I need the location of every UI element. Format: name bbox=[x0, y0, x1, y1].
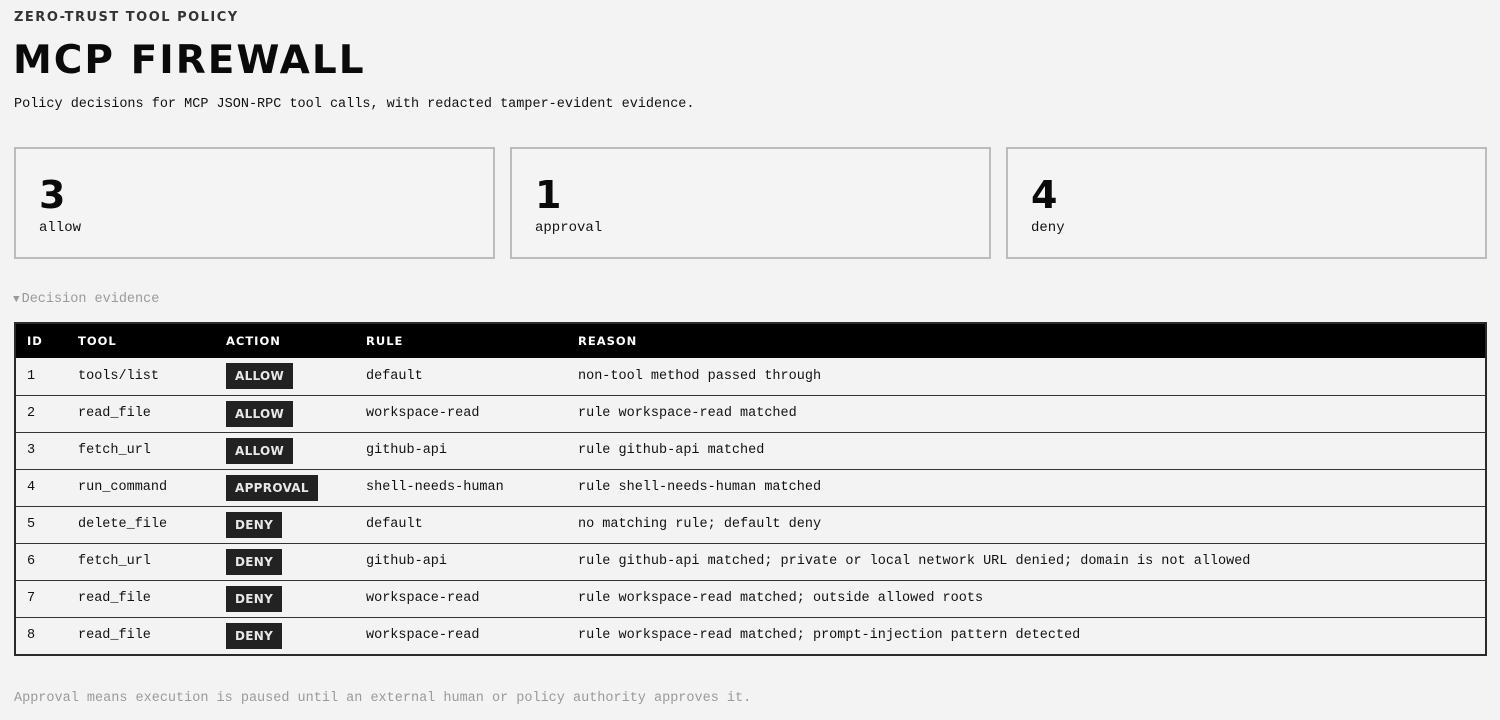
cell-rule: workspace-read bbox=[366, 628, 480, 644]
approval-footnote: Approval means execution is paused until an external human or policy authority approves it. bbox=[14, 691, 752, 706]
cell-action bbox=[215, 395, 355, 432]
cell-id: 3 bbox=[27, 443, 36, 458]
cell-id: 8 bbox=[27, 628, 36, 644]
cell-reason: rule workspace-read matched; prompt-injection pattern detected bbox=[578, 628, 1081, 644]
cell-action bbox=[215, 580, 355, 617]
cell-tool: read_file bbox=[78, 591, 151, 606]
decision-evidence-label: Decision evidence bbox=[21, 292, 160, 307]
stat-card-approval bbox=[510, 147, 991, 259]
table-row bbox=[16, 617, 1485, 654]
cell-id: 2 bbox=[27, 406, 36, 421]
cell-reason: rule workspace-read matched; outside allowed roots bbox=[578, 591, 984, 606]
cell-reason: rule github-api matched; private or local network URL denied; domain is not allowed bbox=[578, 554, 1251, 569]
stat-value: 3 bbox=[39, 173, 66, 217]
page-title: MCP FIREWALL bbox=[13, 38, 366, 83]
stats-panel bbox=[14, 147, 1487, 259]
cell-tool: fetch_url bbox=[78, 554, 151, 569]
cell-reason: non-tool method passed through bbox=[578, 368, 822, 384]
cell-reason: no matching rule; default deny bbox=[578, 517, 822, 532]
cell-reason: rule github-api matched bbox=[578, 443, 765, 458]
cell-tool: read_file bbox=[78, 628, 151, 644]
table-row bbox=[16, 580, 1485, 617]
stat-label: approval bbox=[535, 220, 603, 236]
table-row bbox=[16, 469, 1485, 506]
cell-tool: delete_file bbox=[78, 517, 168, 532]
stat-value: 4 bbox=[1031, 173, 1058, 217]
cell-id: 4 bbox=[27, 480, 36, 495]
column-header-tool: TOOL bbox=[78, 334, 117, 348]
stat-label: allow bbox=[39, 220, 82, 236]
table-row bbox=[16, 395, 1485, 432]
cell-rule: workspace-read bbox=[366, 406, 480, 421]
page-eyebrow: ZERO-TRUST TOOL POLICY bbox=[14, 10, 239, 25]
action-badge: DENY bbox=[226, 512, 282, 538]
cell-rule: shell-needs-human bbox=[366, 480, 504, 495]
stat-card-allow bbox=[14, 147, 495, 259]
cell-id: 6 bbox=[27, 554, 36, 569]
cell-action bbox=[215, 358, 355, 395]
cell-tool: tools/list bbox=[78, 368, 160, 384]
column-header-rule: RULE bbox=[366, 334, 404, 348]
stat-label: deny bbox=[1031, 220, 1065, 236]
cell-action bbox=[215, 506, 355, 543]
decision-evidence-table bbox=[14, 322, 1487, 656]
column-header-action: ACTION bbox=[226, 334, 281, 348]
cell-reason: rule workspace-read matched bbox=[578, 406, 797, 421]
cell-rule: github-api bbox=[366, 443, 448, 458]
action-badge: ALLOW bbox=[226, 401, 293, 427]
stat-value: 1 bbox=[535, 173, 562, 217]
cell-id: 1 bbox=[27, 368, 36, 384]
cell-action bbox=[215, 543, 355, 580]
column-header-reason: REASON bbox=[578, 334, 638, 348]
stat-card-deny bbox=[1006, 147, 1487, 259]
action-badge: DENY bbox=[226, 549, 282, 575]
action-badge: DENY bbox=[226, 623, 282, 649]
cell-action bbox=[215, 469, 355, 506]
page-subtitle: Policy decisions for MCP JSON-RPC tool calls, with redacted tamper-evident evidence. bbox=[14, 97, 695, 112]
cell-reason: rule shell-needs-human matched bbox=[578, 480, 822, 495]
cell-tool: read_file bbox=[78, 406, 151, 421]
cell-id: 5 bbox=[27, 517, 36, 532]
cell-rule: workspace-read bbox=[366, 591, 480, 606]
decision-evidence-toggle[interactable] bbox=[13, 292, 159, 307]
cell-id: 7 bbox=[27, 591, 36, 606]
disclosure-triangle-icon: ▼ bbox=[13, 294, 20, 306]
table-row bbox=[16, 506, 1485, 543]
table-row bbox=[16, 358, 1485, 395]
action-badge: ALLOW bbox=[226, 363, 293, 389]
cell-action bbox=[215, 617, 355, 654]
table-row bbox=[16, 432, 1485, 469]
cell-action bbox=[215, 432, 355, 469]
action-badge: ALLOW bbox=[226, 438, 293, 464]
column-header-id: ID bbox=[27, 334, 43, 348]
cell-tool: fetch_url bbox=[78, 443, 151, 458]
cell-rule: default bbox=[366, 368, 423, 384]
action-badge: APPROVAL bbox=[226, 475, 318, 501]
table-row bbox=[16, 543, 1485, 580]
action-badge: DENY bbox=[226, 586, 282, 612]
cell-rule: github-api bbox=[366, 554, 448, 569]
cell-rule: default bbox=[366, 517, 423, 532]
table-header-row bbox=[16, 324, 1485, 358]
cell-tool: run_command bbox=[78, 480, 168, 495]
